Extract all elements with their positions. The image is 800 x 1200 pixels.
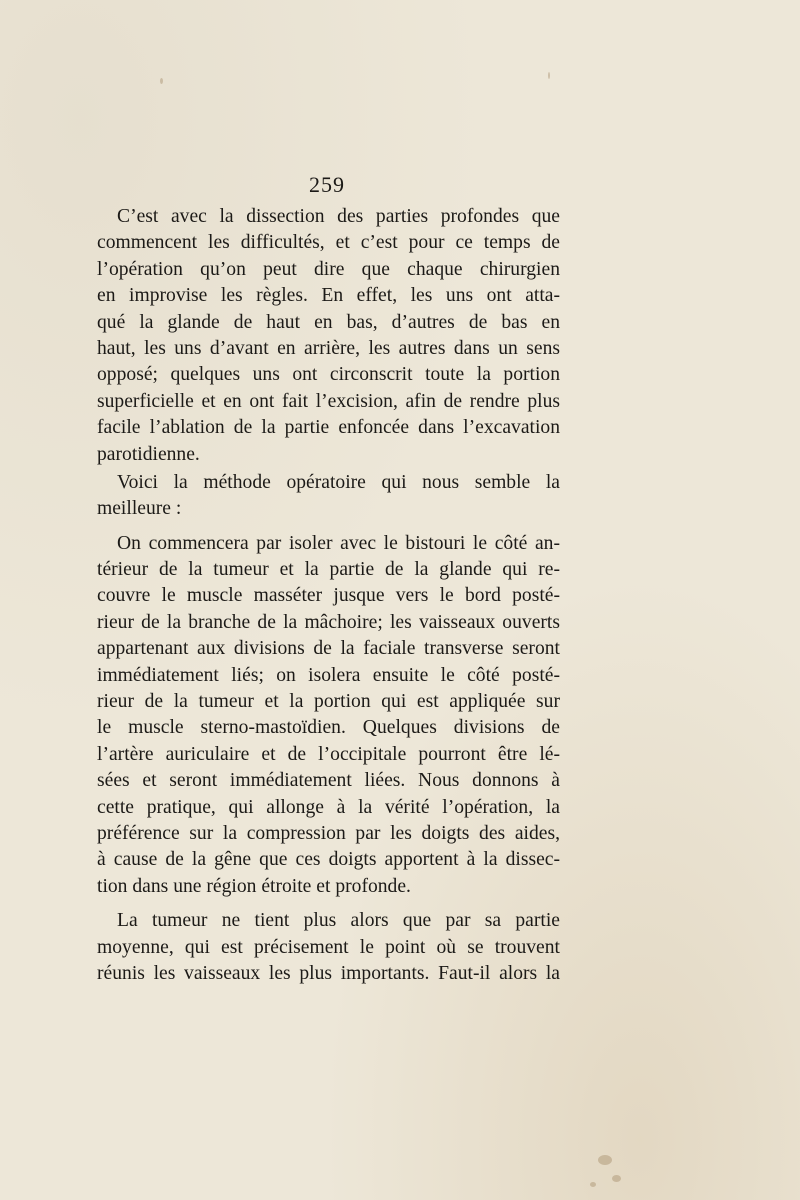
paragraph [97, 470, 560, 523]
text-line: On commencera par isoler avec le bistouri le côté an- [117, 532, 560, 554]
foxing-spot [598, 1155, 612, 1165]
text-line: sées et seront immédiatement liées. Nous donnons à [97, 770, 560, 792]
text-line: en improvise les règles. En effet, les uns ont atta- [97, 285, 560, 307]
foxing-spot [160, 78, 163, 84]
text-line: La tumeur ne tient plus alors que par sa partie [117, 910, 560, 932]
text-line: rieur de la tumeur et la portion qui est appliquée sur [97, 691, 560, 713]
text-line: le muscle sterno-mastoïdien. Quelques divisions de [97, 717, 560, 739]
text-line: C’est avec la dissection des parties profondes que [117, 206, 560, 227]
text-line: superficielle et en ont fait l’excision, afin de rendre plus [97, 390, 560, 412]
text-line: Voici la méthode opératoire qui nous semble la [117, 471, 560, 493]
text-line: commencent les difficultés, et c’est pour ce temps de [97, 232, 560, 254]
text-line: immédiatement liés; on isolera ensuite le côté posté- [97, 664, 560, 686]
paragraph [97, 531, 560, 900]
page-number: 259 [309, 172, 345, 197]
text-line: l’artère auriculaire et de l’occipitale pourront être lé- [97, 743, 560, 765]
text-line: l’opération qu’on peut dire que chaque chirurgien [97, 258, 560, 280]
text-line: tion dans une région étroite et profonde. [97, 875, 411, 897]
text-line: meilleure : [97, 498, 182, 520]
text-line: appartenant aux divisions de la faciale transverse seront [97, 638, 560, 660]
text-line: réunis les vaisseaux les plus importants. Faut-il alors la [97, 962, 560, 984]
text-line: moyenne, qui est précisement le point où se trouvent [97, 936, 560, 958]
paragraph [97, 908, 560, 987]
text-line: opposé; quelques uns ont circonscrit toute la portion [97, 364, 560, 386]
text-line: qué la glande de haut en bas, d’autres de bas en [97, 311, 560, 333]
text-line: facile l’ablation de la partie enfoncée dans l’excavation [97, 417, 560, 439]
foxing-spot [590, 1182, 596, 1187]
text-line: térieur de la tumeur et la partie de la glande qui re- [97, 559, 560, 581]
body-text [97, 204, 560, 987]
foxing-spot [612, 1175, 621, 1182]
text-line: couvre le muscle masséter jusque vers le bord posté- [97, 585, 560, 607]
text-line: rieur de la branche de la mâchoire; les vaisseaux ouverts [97, 611, 560, 633]
text-line: préférence sur la compression par les doigts des aides, [97, 822, 560, 844]
text-line: cette pratique, qui allonge à la vérité l’opération, la [97, 796, 560, 818]
paragraph [97, 204, 560, 468]
text-line: haut, les uns d’avant en arrière, les autres dans un sens [97, 337, 560, 359]
text-line: parotidienne. [97, 443, 200, 465]
text-line: à cause de la gêne que ces doigts apportent à la dissec- [97, 849, 560, 871]
foxing-spot [548, 72, 550, 79]
